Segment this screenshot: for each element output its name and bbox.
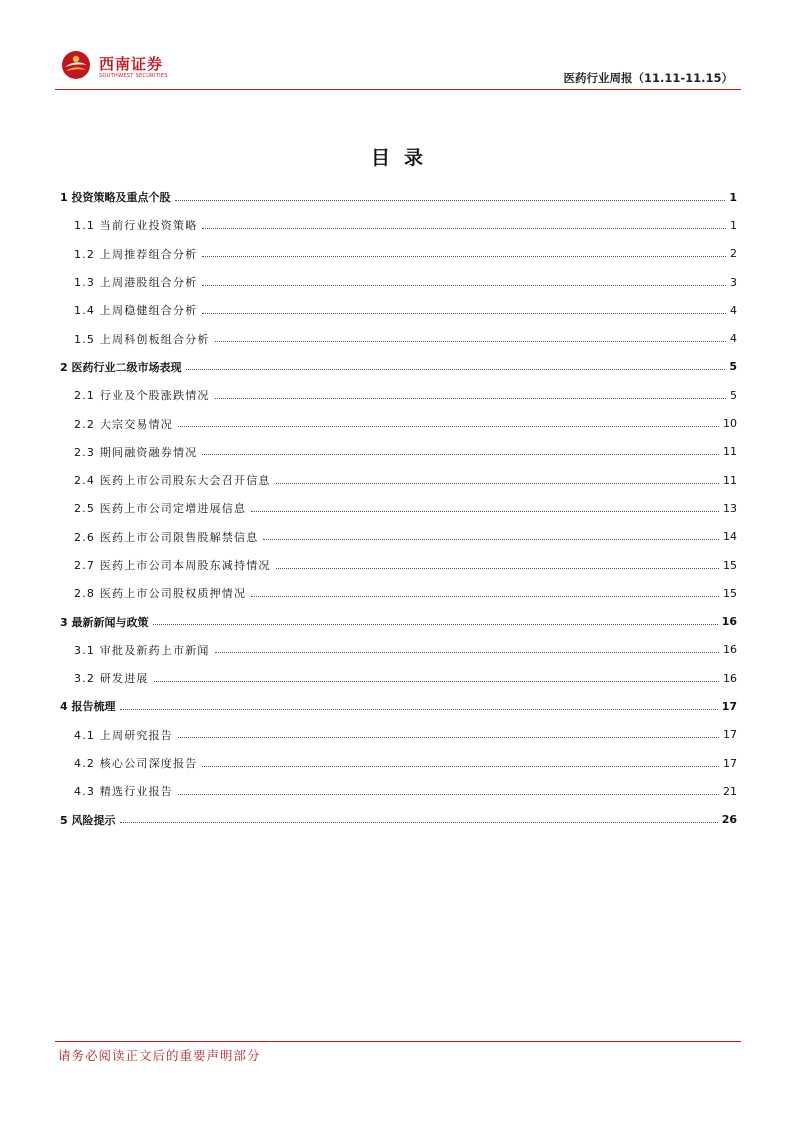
toc-dot-leader (215, 398, 726, 399)
toc-dot-leader (202, 313, 726, 314)
toc-entry-label: 3.1 审批及新药上市新闻 (74, 642, 213, 658)
footer-divider (55, 1041, 741, 1042)
toc-subsection-entry[interactable] (60, 381, 737, 409)
toc-dot-leader (120, 822, 717, 823)
toc-dot-leader (154, 681, 719, 682)
toc-dot-leader (202, 228, 726, 229)
toc-entry-page: 26 (721, 813, 737, 827)
toc-section-entry[interactable] (60, 607, 737, 635)
toc-entry-label: 1.5 上周科创板组合分析 (74, 331, 213, 347)
toc-section-entry[interactable] (60, 183, 737, 211)
toc-entry-page: 13 (723, 501, 737, 515)
header-divider (55, 89, 741, 90)
page-header (55, 44, 741, 90)
toc-dot-leader (178, 426, 719, 427)
toc-entry-label: 2.4 医药上市公司股东大会召开信息 (74, 472, 274, 488)
toc-dot-leader (153, 624, 717, 625)
toc-dot-leader (202, 285, 726, 286)
toc-subsection-entry[interactable] (60, 240, 737, 268)
toc-entry-page: 16 (723, 643, 737, 657)
toc-entry-label: 1.2 上周推荐组合分析 (74, 246, 200, 262)
toc-entry-label: 4.3 精选行业报告 (74, 783, 176, 799)
toc-entry-page: 4 (730, 303, 737, 317)
brand-name-cn: 西南证券 (99, 55, 164, 73)
toc-section-entry[interactable] (60, 353, 737, 381)
toc-entry-page: 21 (723, 784, 737, 798)
toc-dot-leader (276, 483, 719, 484)
toc-title: 目录 (370, 147, 437, 169)
toc-entry-page: 4 (730, 332, 737, 346)
brand-logo (61, 50, 171, 86)
toc-entry-page: 16 (723, 671, 737, 685)
toc-entry-page: 11 (723, 473, 737, 487)
toc-dot-leader (215, 341, 726, 342)
toc-dot-leader (202, 256, 726, 257)
toc-subsection-entry[interactable] (60, 268, 737, 296)
toc-entry-page: 5 (729, 360, 737, 374)
brand-name-en: SOUTHWEST SECURITIES (99, 73, 168, 79)
toc-subsection-entry[interactable] (60, 409, 737, 437)
toc-entry-page: 2 (730, 247, 737, 261)
toc-entry-page: 17 (721, 699, 737, 713)
toc-subsection-entry[interactable] (60, 551, 737, 579)
toc-dot-leader (186, 369, 725, 370)
toc-subsection-entry[interactable] (60, 523, 737, 551)
toc-entry-page: 5 (730, 388, 737, 402)
toc-entry-label: 5 风险提示 (60, 812, 118, 828)
toc-subsection-entry[interactable] (60, 466, 737, 494)
toc-dot-leader (202, 454, 719, 455)
toc-entry-page: 10 (723, 417, 737, 431)
toc-entry-page: 17 (723, 728, 737, 742)
toc-entry-page: 11 (723, 445, 737, 459)
toc-entry-label: 2.7 医药上市公司本周股东减持情况 (74, 557, 274, 573)
toc-subsection-entry[interactable] (60, 636, 737, 664)
toc-entry-page: 17 (723, 756, 737, 770)
toc-entry-label: 4.1 上周研究报告 (74, 727, 176, 743)
brand-logo-icon (61, 50, 91, 80)
toc-entry-label: 2.1 行业及个股涨跌情况 (74, 387, 213, 403)
toc-dot-leader (251, 511, 719, 512)
toc-subsection-entry[interactable] (60, 438, 737, 466)
toc-dot-leader (178, 794, 719, 795)
toc-subsection-entry[interactable] (60, 579, 737, 607)
toc-subsection-entry[interactable] (60, 211, 737, 239)
toc-entry-label: 1.4 上周稳健组合分析 (74, 302, 200, 318)
toc-entry-label: 1.3 上周港股组合分析 (74, 274, 200, 290)
toc-dot-leader (251, 596, 719, 597)
toc-entry-label: 3.2 研发进展 (74, 670, 152, 686)
toc-subsection-entry[interactable] (60, 664, 737, 692)
footer-disclaimer: 请务必阅读正文后的重要声明部分 (58, 1048, 261, 1063)
toc-entry-label: 2.3 期间融资融券情况 (74, 444, 200, 460)
toc-subsection-entry[interactable] (60, 721, 737, 749)
toc-subsection-entry[interactable] (60, 777, 737, 805)
toc-entry-label: 2.8 医药上市公司股权质押情况 (74, 585, 249, 601)
table-of-contents (60, 183, 737, 834)
toc-entry-page: 1 (730, 218, 737, 232)
toc-dot-leader (202, 766, 719, 767)
toc-dot-leader (276, 568, 719, 569)
toc-entry-label: 2 医药行业二级市场表现 (60, 359, 184, 375)
toc-dot-leader (215, 652, 719, 653)
toc-entry-label: 2.5 医药上市公司定增进展信息 (74, 500, 249, 516)
toc-dot-leader (263, 539, 719, 540)
toc-dot-leader (178, 737, 719, 738)
toc-entry-label: 4 报告梳理 (60, 698, 118, 714)
toc-entry-label: 3 最新新闻与政策 (60, 614, 151, 630)
toc-subsection-entry[interactable] (60, 749, 737, 777)
toc-entry-label: 1 投资策略及重点个股 (60, 189, 173, 205)
toc-subsection-entry[interactable] (60, 324, 737, 352)
toc-entry-page: 15 (723, 586, 737, 600)
toc-entry-page: 14 (723, 530, 737, 544)
report-title: 医药行业周报（11.11-11.15） (563, 71, 733, 85)
toc-dot-leader (120, 709, 717, 710)
toc-dot-leader (175, 200, 725, 201)
toc-section-entry[interactable] (60, 692, 737, 720)
toc-entry-page: 1 (729, 190, 737, 204)
toc-section-entry[interactable] (60, 806, 737, 834)
toc-entry-page: 3 (730, 275, 737, 289)
toc-entry-label: 2.6 医药上市公司限售股解禁信息 (74, 529, 261, 545)
toc-subsection-entry[interactable] (60, 494, 737, 522)
toc-entry-label: 1.1 当前行业投资策略 (74, 217, 200, 233)
toc-entry-page: 15 (723, 558, 737, 572)
toc-entry-label: 2.2 大宗交易情况 (74, 416, 176, 432)
toc-entry-page: 16 (721, 615, 737, 629)
toc-subsection-entry[interactable] (60, 296, 737, 324)
toc-entry-label: 4.2 核心公司深度报告 (74, 755, 200, 771)
